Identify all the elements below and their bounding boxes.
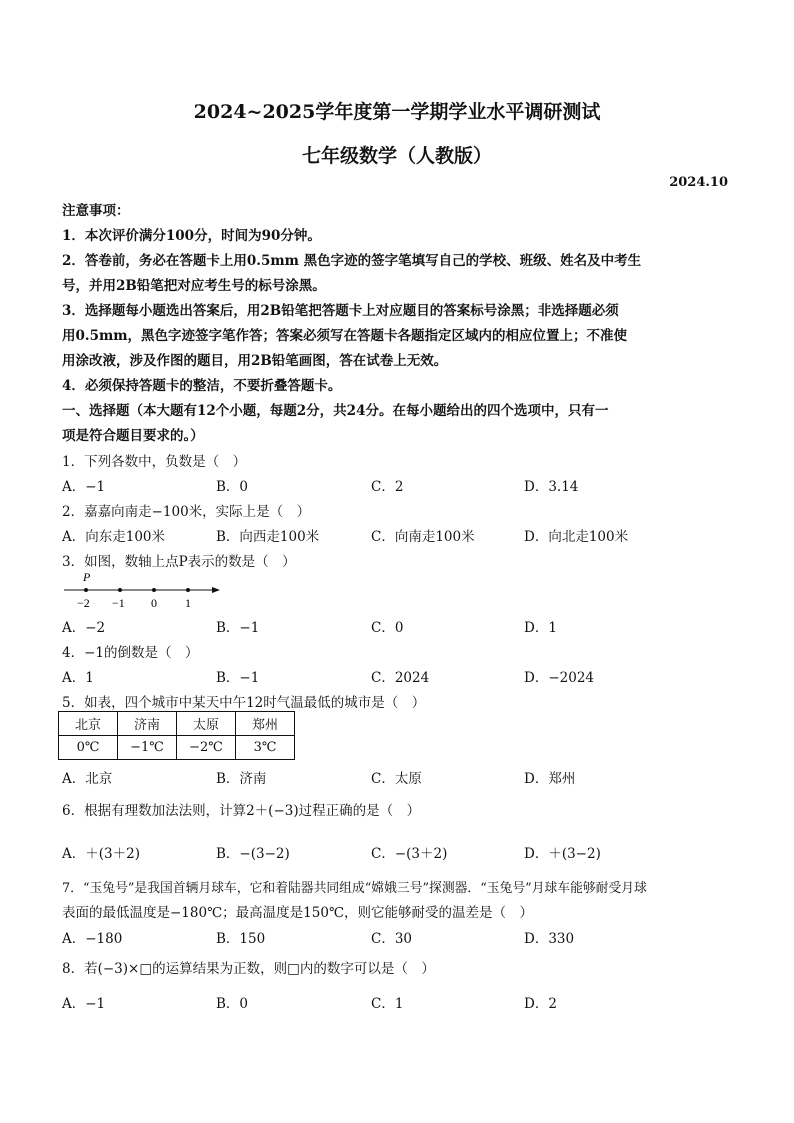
tick-label-neg2: −2 [77, 596, 90, 610]
table-header-beijing: 北京 [59, 712, 118, 736]
q5-stem: 5．如表，四个城市中某天中午12时气温最低的城市是（ ） [62, 695, 426, 711]
q2-option-c: C．向南走100米 [371, 529, 475, 545]
note-2-line1: 2．答卷前，务必在答题卡上用0.5mm 黑色字迹的签字笔填写自己的学校、班级、姓名及中考生 [62, 253, 642, 269]
q6-option-c: C．−(3＋2) [371, 846, 448, 862]
q3-option-b: B．−1 [216, 620, 260, 636]
notes-heading: 注意事项： [62, 203, 130, 219]
note-3-line2: 用0.5mm，黑色字迹签字笔作答；答案必须写在答题卡各题指定区域内的相应位置上；不准使 [62, 328, 628, 344]
q7-option-d: D．330 [524, 931, 575, 947]
tick-label-neg1: −1 [112, 596, 125, 610]
q6-stem: 6．根据有理数加法法则，计算2＋(−3)过程正确的是（ ） [62, 803, 421, 819]
q1-option-d: D．3.14 [524, 479, 579, 495]
q5-option-b: B．济南 [216, 771, 267, 787]
q1-stem: 1．下列各数中，负数是（ ） [62, 454, 247, 470]
tick-label-0: 0 [151, 596, 157, 610]
temperature-table [58, 711, 295, 760]
note-4: 4．必须保持答题卡的整洁，不要折叠答题卡。 [62, 378, 342, 394]
exam-title: 2024~2025学年度第一学期学业水平调研测试 [193, 101, 601, 123]
q6-option-d: D．＋(3−2) [524, 846, 601, 862]
q3-option-a: A．−2 [62, 620, 106, 636]
q7-option-a: A．−180 [62, 931, 123, 947]
note-3-line1: 3．选择题每小题选出答案后，用2B铅笔把答题卡上对应题目的答案标号涂黑；非选择题必须 [62, 303, 619, 319]
table-cell-taiyuan: −2℃ [177, 736, 236, 760]
table-header-zhengzhou: 郑州 [236, 712, 295, 736]
tick-label-1: 1 [185, 596, 191, 610]
exam-date: 2024.10 [669, 175, 728, 190]
q5-option-d: D．郑州 [524, 771, 576, 787]
note-1: 1．本次评价满分100分，时间为90分钟。 [62, 228, 321, 244]
q2-option-b: B．向西走100米 [216, 529, 320, 545]
q4-option-a: A．1 [62, 670, 94, 686]
q5-option-a: A．北京 [62, 771, 113, 787]
q4-option-d: D．−2024 [524, 670, 594, 686]
table-cell-zhengzhou: 3℃ [236, 736, 295, 760]
number-line [62, 573, 222, 613]
table-cell-beijing: 0℃ [59, 736, 118, 760]
q3-stem: 3．如图，数轴上点P表示的数是（ ） [62, 554, 296, 570]
q8-option-d: D．2 [524, 996, 557, 1012]
q7-stem-line1: 7．“玉兔号”是我国首辆月球车，它和着陆器共同组成“嫦娥三号”探测器．“玉兔号”月球车能够耐受月球 [62, 881, 647, 896]
q4-option-b: B．−1 [216, 670, 260, 686]
q6-option-a: A．＋(3＋2) [62, 846, 140, 862]
q5-option-c: C．太原 [371, 771, 422, 787]
q4-option-c: C．2024 [371, 670, 430, 686]
point-p [84, 588, 88, 592]
table-header-taiyuan: 太原 [177, 712, 236, 736]
q7-option-b: B．150 [216, 931, 266, 947]
note-2-line2: 号，并用2B铅笔把对应考生号的标号涂黑。 [62, 278, 326, 294]
q7-stem-line2: 表面的最低温度是−180℃；最高温度是150℃，则它能够耐受的温差是（ ） [62, 905, 534, 921]
note-3-line3: 用涂改液，涉及作图的题目，用2B铅笔画图，答在试卷上无效。 [62, 353, 448, 369]
q3-option-c: C．0 [371, 620, 404, 636]
q6-option-b: B．−(3−2) [216, 846, 290, 862]
q1-option-b: B．0 [216, 479, 249, 495]
q1-option-a: A．−1 [62, 479, 106, 495]
q4-stem: 4．−1的倒数是（ ） [62, 645, 199, 661]
section-heading-line2: 项是符合题目要求的。） [62, 428, 204, 444]
point-p-label: P [83, 573, 91, 584]
table-header-jinan: 济南 [118, 712, 177, 736]
q8-option-c: C．1 [371, 996, 404, 1012]
q1-option-c: C．2 [371, 479, 404, 495]
q2-option-d: D．向北走100米 [524, 529, 629, 545]
q2-stem: 2．嘉嘉向南走−100米，实际上是（ ） [62, 504, 311, 520]
q8-option-a: A．−1 [62, 996, 106, 1012]
q3-option-d: D．1 [524, 620, 557, 636]
q8-stem: 8．若(−3)×□的运算结果为正数，则□内的数字可以是（ ） [62, 961, 435, 977]
section-heading-line1: 一、选择题（本大题有12个小题，每题2分，共24分。在每小题给出的四个选项中，只有一 [62, 403, 609, 419]
table-cell-jinan: −1℃ [118, 736, 177, 760]
q8-option-b: B．0 [216, 996, 249, 1012]
exam-subtitle: 七年级数学（人教版） [301, 145, 492, 167]
q7-option-c: C．30 [371, 931, 413, 947]
q2-option-a: A．向东走100米 [62, 529, 166, 545]
